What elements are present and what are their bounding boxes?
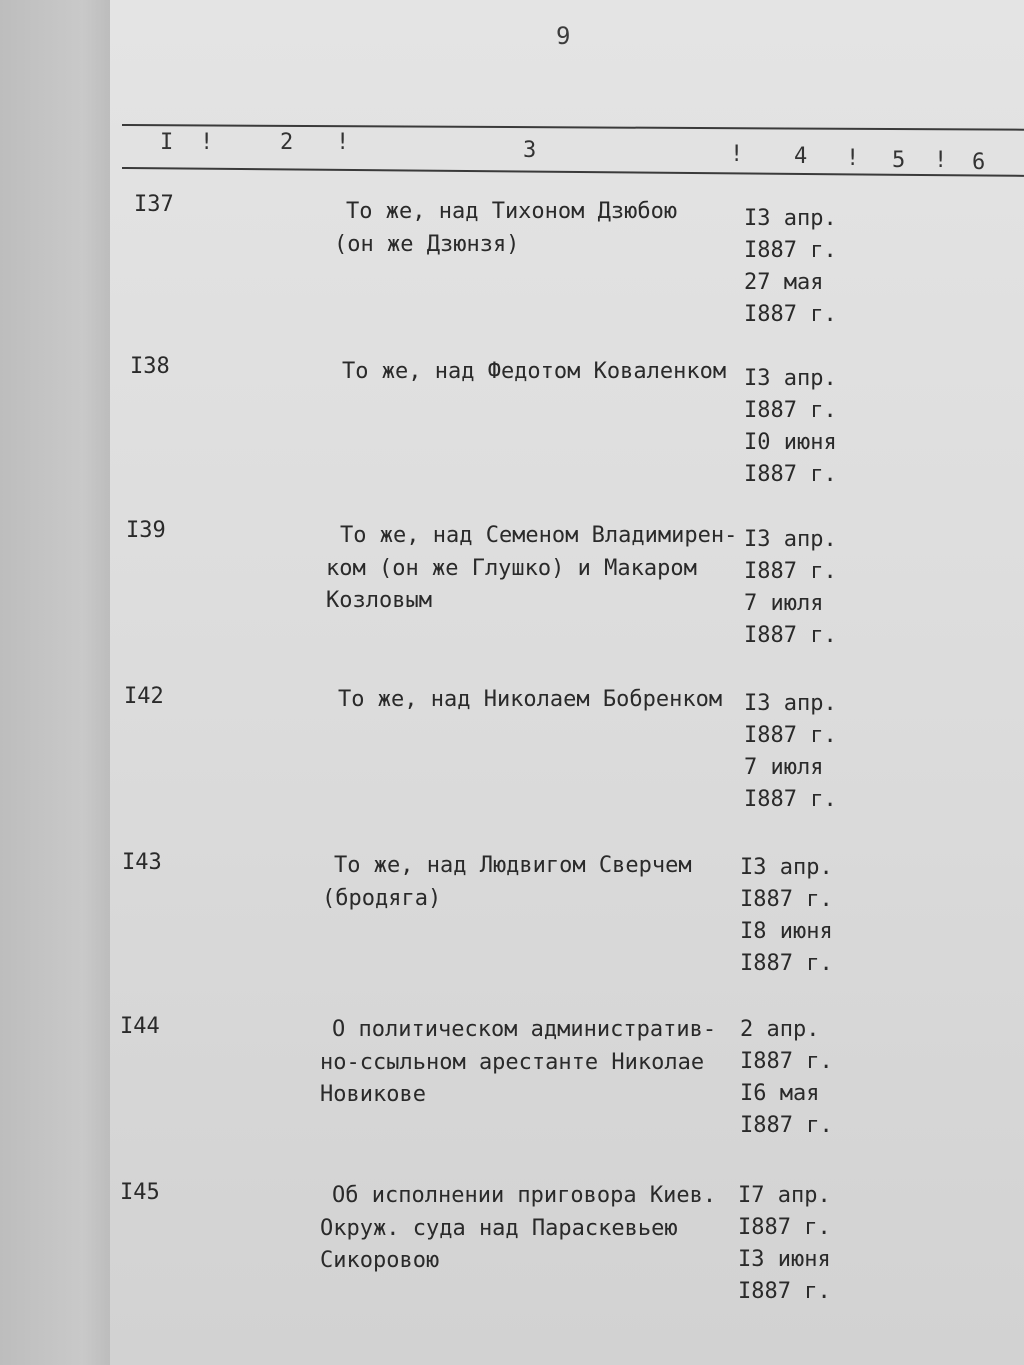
date-line: I887 г. bbox=[744, 723, 837, 748]
column-separator: ! bbox=[336, 130, 350, 155]
row-number: I43 bbox=[122, 850, 162, 875]
row-description bbox=[322, 850, 692, 915]
date-line: 27 мая bbox=[744, 270, 824, 295]
row-dates bbox=[740, 1014, 833, 1142]
column-header-1: I bbox=[160, 130, 174, 155]
column-separator: ! bbox=[730, 142, 744, 167]
date-line: I887 г. bbox=[744, 462, 837, 487]
date-line: I887 г. bbox=[740, 887, 833, 912]
description-line: (бродяга) bbox=[322, 885, 442, 911]
date-line: I887 г. bbox=[740, 1113, 833, 1138]
column-header-6: 6 bbox=[972, 150, 986, 175]
date-line: I887 г. bbox=[740, 951, 833, 976]
row-dates bbox=[744, 688, 837, 816]
row-description bbox=[320, 1180, 716, 1278]
description-line: Новикове bbox=[320, 1082, 426, 1107]
row-number: I44 bbox=[120, 1014, 160, 1039]
column-header-4: 4 bbox=[794, 144, 808, 169]
row-description bbox=[326, 520, 737, 618]
row-dates bbox=[738, 1180, 831, 1308]
previous-page-edge bbox=[0, 0, 118, 1365]
column-separator: ! bbox=[846, 146, 860, 171]
date-line: I887 г. bbox=[744, 623, 837, 648]
date-line: I3 апр. bbox=[744, 206, 837, 231]
column-header-5: 5 bbox=[892, 148, 906, 173]
description-line: То же, над Николаем Бобренком bbox=[338, 687, 723, 712]
column-separator: ! bbox=[200, 130, 214, 155]
date-line: I887 г. bbox=[744, 787, 837, 812]
description-line: Сикоровою bbox=[320, 1248, 440, 1273]
row-description bbox=[320, 1014, 716, 1112]
date-line: I3 апр. bbox=[740, 855, 833, 880]
date-line: I887 г. bbox=[744, 302, 837, 327]
date-line: I887 г. bbox=[738, 1215, 831, 1240]
date-line: I887 г. bbox=[738, 1279, 831, 1304]
row-dates bbox=[740, 852, 833, 980]
row-number: I39 bbox=[126, 518, 166, 543]
row-description bbox=[334, 196, 677, 261]
description-line: То же, над Федотом Коваленком bbox=[342, 359, 727, 384]
date-line: 7 июля bbox=[744, 591, 824, 616]
row-dates bbox=[744, 203, 837, 331]
date-line: I887 г. bbox=[744, 559, 837, 584]
description-line: О политическом административ- bbox=[332, 1017, 717, 1042]
row-dates bbox=[744, 524, 837, 652]
date-line: I887 г. bbox=[744, 238, 837, 263]
date-line: I3 июня bbox=[738, 1247, 831, 1272]
column-separator: ! bbox=[934, 148, 948, 173]
date-line: I3 апр. bbox=[744, 691, 837, 716]
date-line: 7 июля bbox=[744, 755, 824, 780]
column-header-3: 3 bbox=[523, 138, 537, 163]
date-line: 2 апр. bbox=[740, 1017, 820, 1042]
description-line: Окруж. суда над Параскевьею bbox=[320, 1215, 678, 1241]
row-description bbox=[324, 684, 722, 717]
row-number: I38 bbox=[130, 354, 170, 379]
description-line: Об исполнении приговора Киев. bbox=[332, 1183, 717, 1208]
date-line: I887 г. bbox=[744, 398, 837, 423]
row-number: I45 bbox=[120, 1180, 160, 1205]
description-line: То же, над Семеном Владимирен- bbox=[340, 523, 738, 548]
date-line: I8 июня bbox=[740, 919, 833, 944]
date-line: I3 апр. bbox=[744, 366, 837, 391]
row-number: I42 bbox=[124, 684, 164, 709]
date-line: I3 апр. bbox=[744, 527, 837, 552]
page-number: 9 bbox=[556, 22, 571, 50]
date-line: I0 июня bbox=[744, 430, 837, 455]
date-line: I7 апр. bbox=[738, 1183, 831, 1208]
row-dates bbox=[744, 363, 837, 491]
description-line: То же, над Людвигом Сверчем bbox=[334, 853, 692, 878]
row-number: I37 bbox=[134, 192, 174, 217]
date-line: I6 мая bbox=[740, 1081, 820, 1106]
description-line: ком (он же Глушко) и Макаром bbox=[326, 555, 697, 581]
description-line: но-ссыльном арестанте Николае bbox=[320, 1049, 705, 1075]
description-line: Козловым bbox=[326, 588, 432, 613]
description-line: (он же Дзюнзя) bbox=[334, 231, 520, 257]
row-description bbox=[330, 356, 726, 389]
description-line: То же, над Тихоном Дзюбою bbox=[346, 199, 678, 224]
column-header-2: 2 bbox=[280, 130, 294, 155]
date-line: I887 г. bbox=[740, 1049, 833, 1074]
